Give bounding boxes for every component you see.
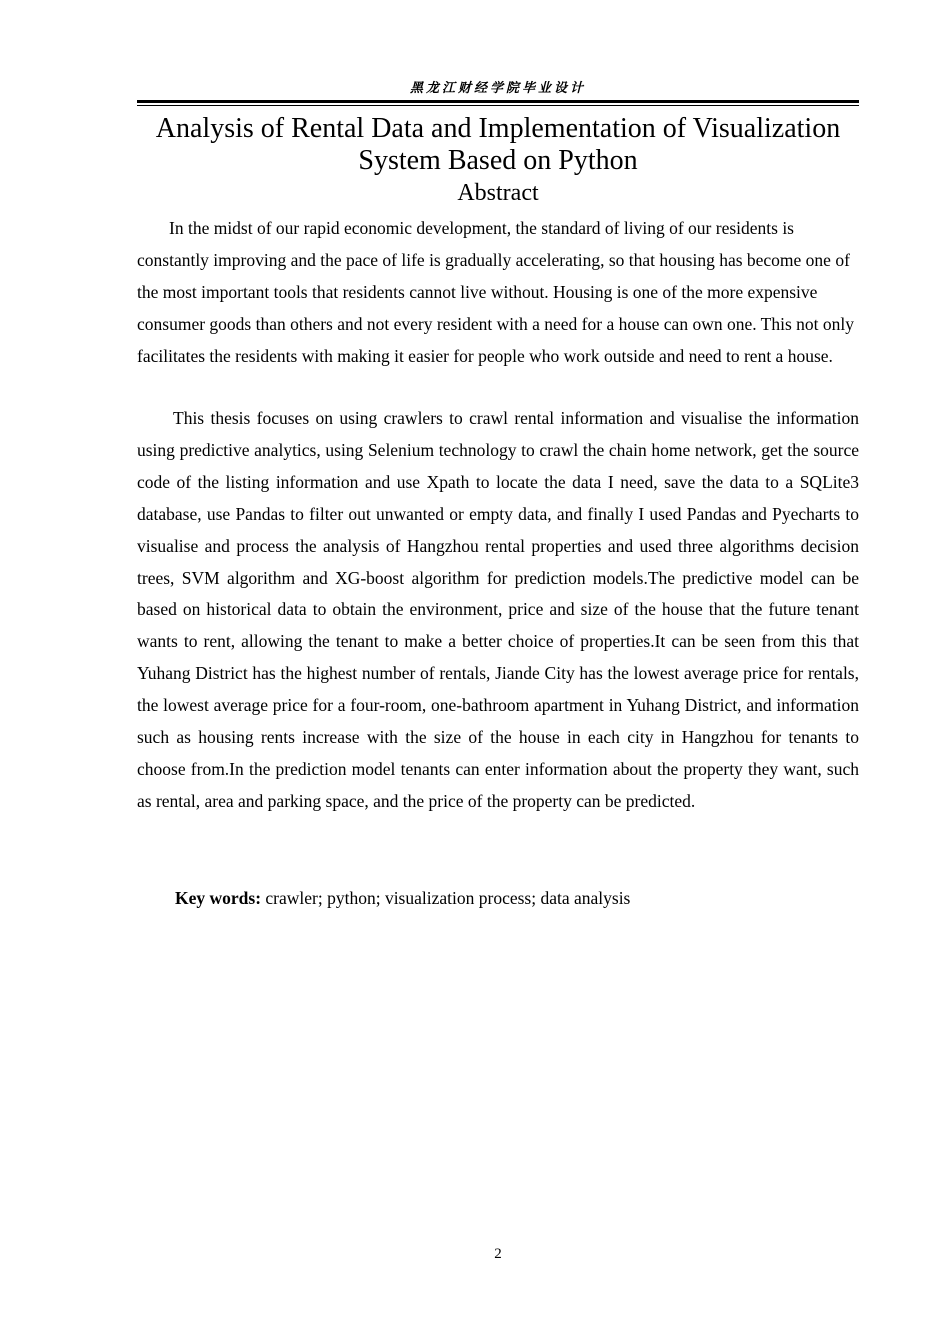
header-rule-thick	[137, 100, 859, 103]
keywords-line	[175, 882, 859, 914]
abstract-heading: Abstract	[457, 180, 539, 206]
document-page	[137, 0, 859, 1344]
page-number: 2	[494, 1246, 502, 1262]
keywords-list: crawler; python; visualization process; data analysis	[265, 888, 631, 908]
thesis-title: Analysis of Rental Data and Implementation of Visualization System Based on Python	[155, 113, 841, 176]
abstract-paragraph-2: This thesis focuses on using crawlers to crawl rental information and visualise the information using predictive analytics, using Selenium technology to crawl the chain home network, get the source code of the listing information and use Xpath to locate the data I need, save the data to a SQLite3 database, use Pandas to filter out unwanted or empty data, and finally I used Pandas and Pyecharts to visualise and process the analysis of Hangzhou rental properties and used three algorithms decision trees, SVM algorithm and XG-boost algorithm for prediction models.The predictive model can be based on historical data to obtain the environment, price and size of the house that the future tenant wants to rent, allowing the tenant to make a better choice of properties.It can be seen from this that Yuhang District has the highest number of rentals, Jiande City has the lowest average price for rentals, the lowest average price for a four-room, one-bathroom apartment in Yuhang District, and information such as housing rents increase with the size of the house in each city in Hangzhou for tenants to choose from.In the prediction model tenants can enter information about the property they want, such as rental, area and parking space, and the price of the property can be predicted.	[137, 408, 859, 811]
abstract-paragraph-1: In the midst of our rapid economic development, the standard of living of our residents is constantly improving and the pace of life is gradually accelerating, so that housing has become one of the most important tools that residents cannot live without. Housing is one of the more expensive consumer goods than others and not every resident with a need for a house can own one. This not only facilitates the residents with making it easier for people who work outside and need to rent a house.	[137, 218, 855, 366]
keywords-label: Key words:	[175, 888, 262, 908]
running-header: 黑龙江财经学院毕业设计	[409, 81, 586, 96]
header-rule-thin	[137, 105, 859, 106]
